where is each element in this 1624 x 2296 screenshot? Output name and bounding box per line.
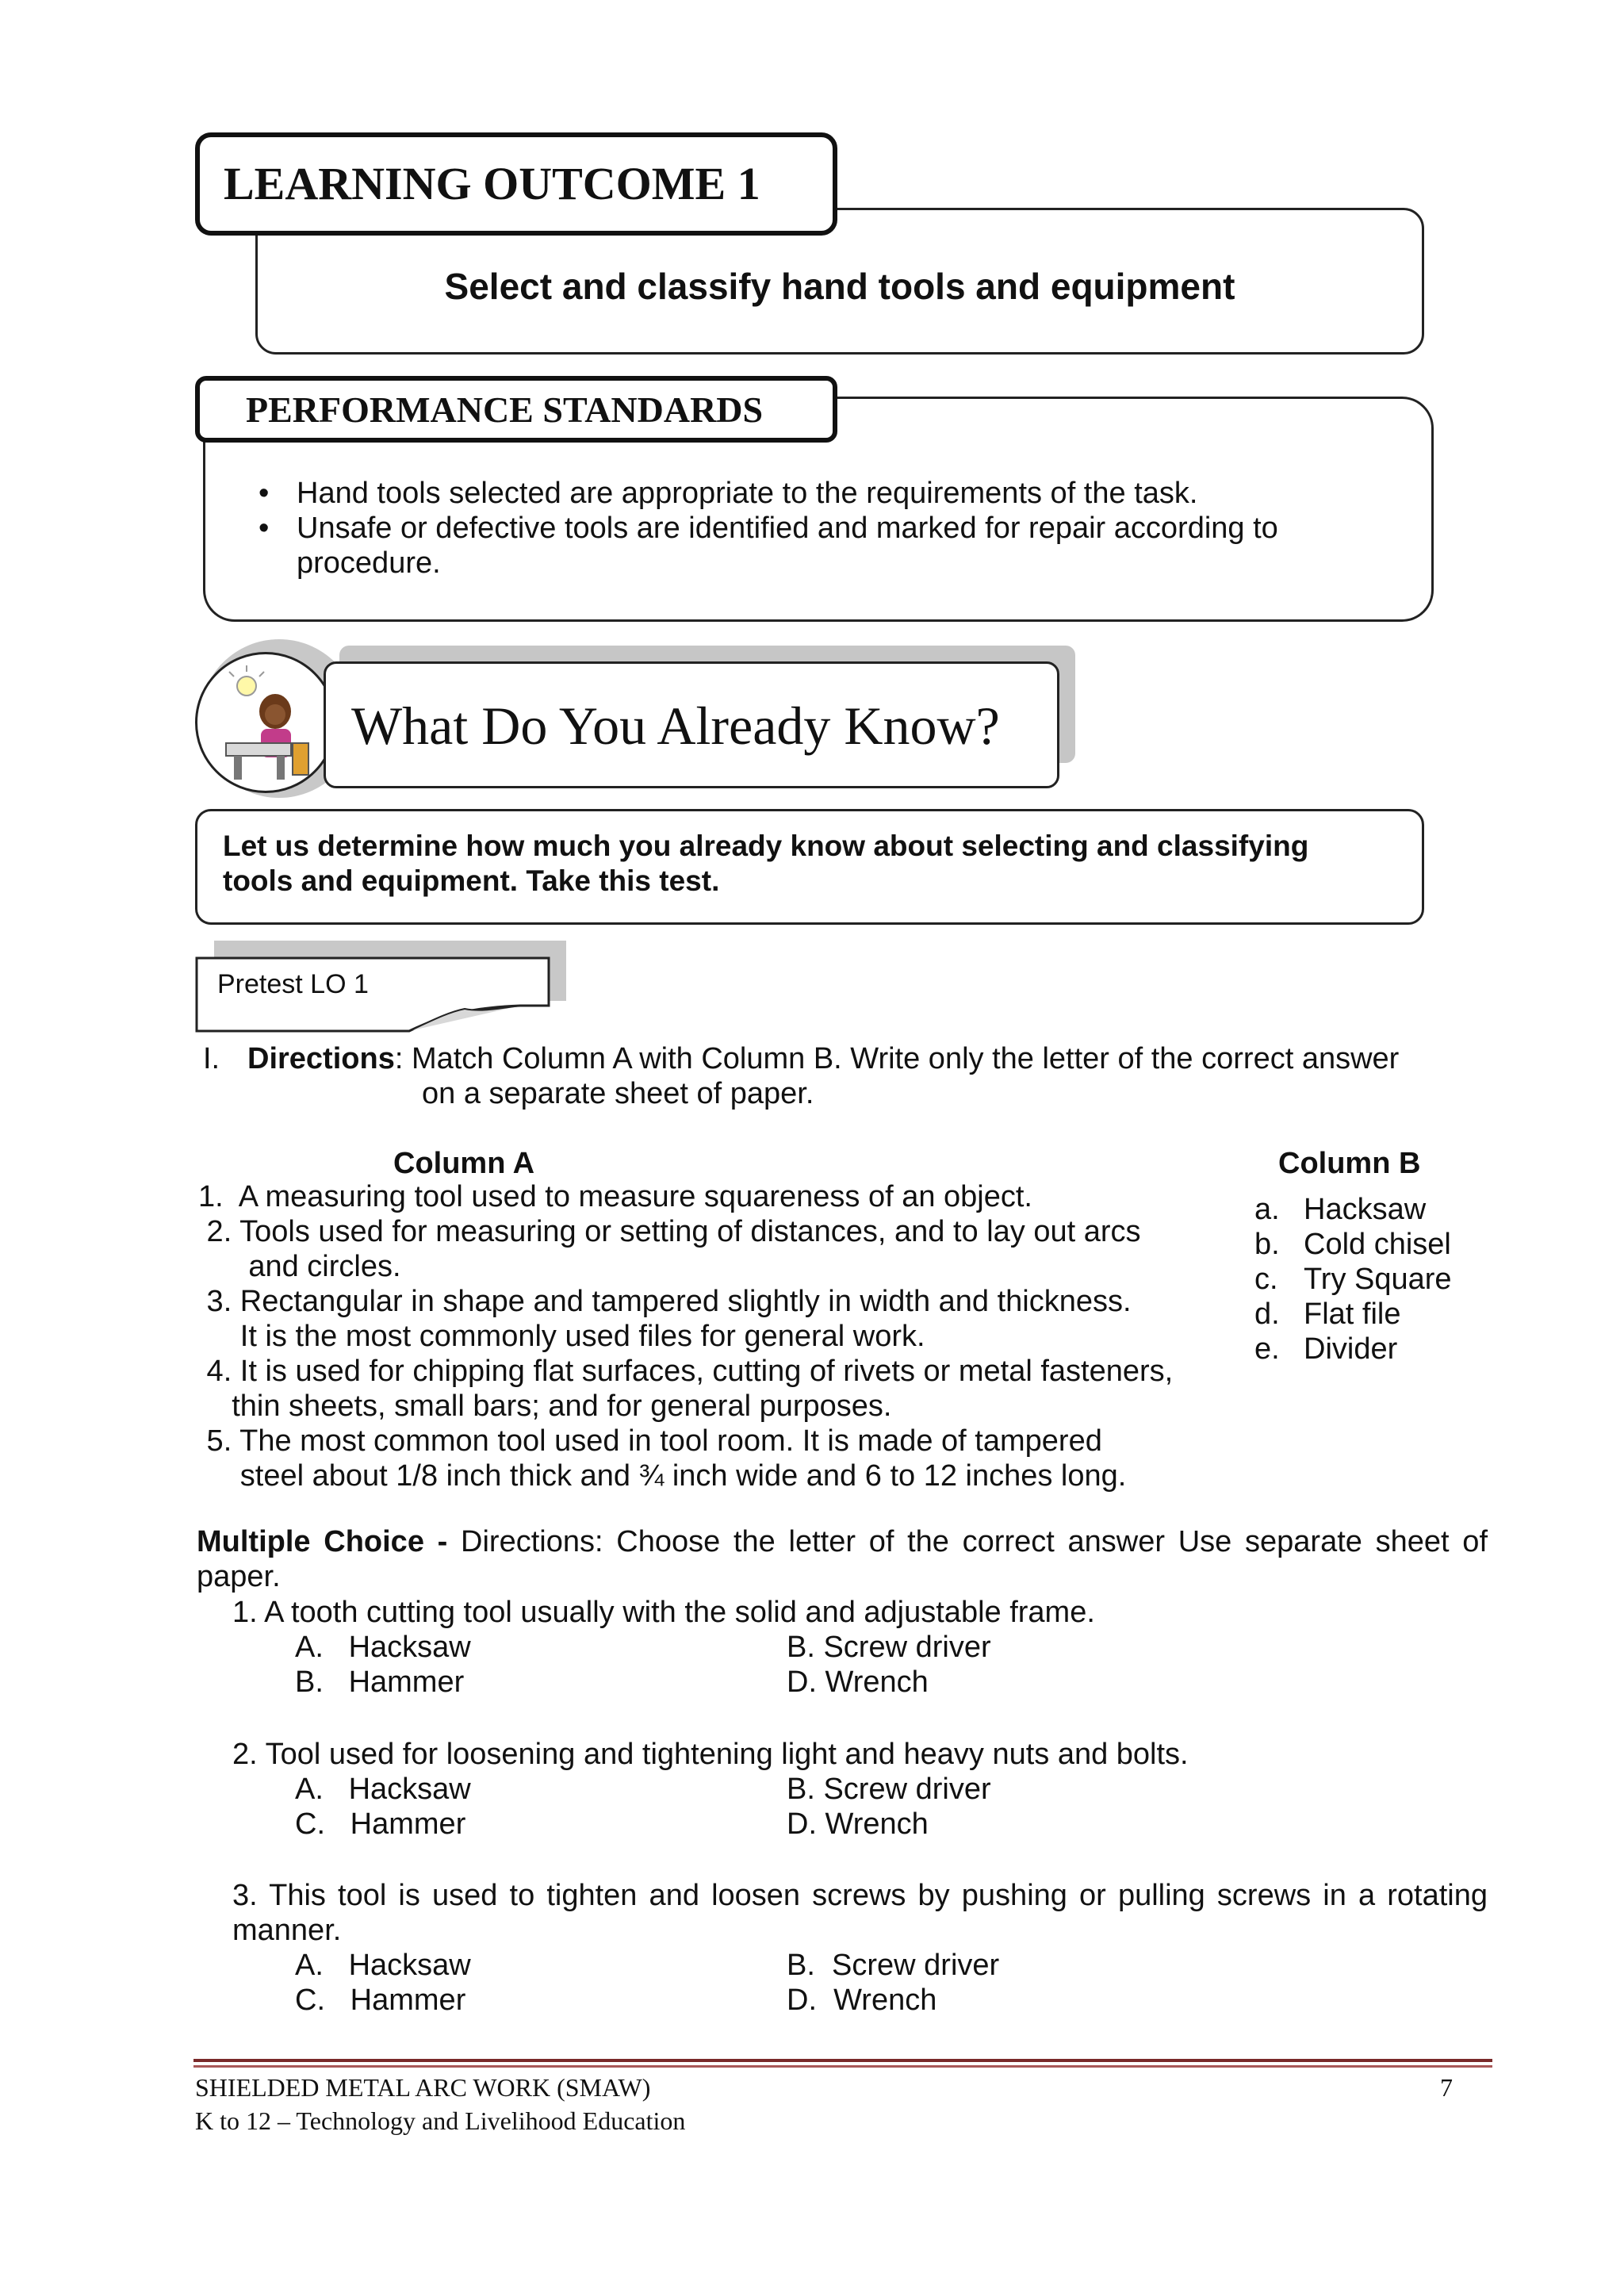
multiple-choice-directions: Multiple Choice - Directions: Choose the letter of the correct answer Use separate sheet of	[197, 1525, 1488, 1558]
column-a-header: Column A	[393, 1147, 535, 1180]
column-a-line: 5. The most common tool used in tool room. It is made of tampered	[198, 1424, 1102, 1458]
directions-number: I.	[203, 1042, 220, 1075]
q3-option: D. Wrench	[787, 1984, 937, 2017]
footer-course-title: SHIELDED METAL ARC WORK (SMAW)	[195, 2073, 651, 2102]
footer-rule	[193, 2059, 1492, 2062]
column-a-line: and circles.	[198, 1250, 401, 1283]
question-3: 3. This tool is used to tighten and loosen screws by pushing or pulling screws in a rotating	[232, 1879, 1488, 1912]
learning-outcome-title: LEARNING OUTCOME 1	[195, 132, 837, 236]
pretest-tab-label: Pretest LO 1	[217, 969, 369, 999]
section-heading: What Do You Already Know?	[324, 661, 1059, 788]
q1-option: A. Hacksaw	[295, 1631, 471, 1664]
multiple-choice-label: Multiple Choice -	[197, 1525, 448, 1558]
q1-option: D. Wrench	[787, 1665, 929, 1699]
directions-line: I. Directions: Match Column A with Column B. Write only the letter of the correct answer	[203, 1042, 1400, 1075]
column-b-item: c. Try Square	[1254, 1263, 1452, 1296]
footer-program: K to 12 – Technology and Livelihood Education	[195, 2106, 686, 2135]
footer-rule	[193, 2065, 1492, 2068]
question-1: 1. A tooth cutting tool usually with the solid and adjustable frame.	[232, 1596, 1095, 1629]
question-3-cont: manner.	[232, 1914, 342, 1947]
question-2: 2. Tool used for loosening and tightening light and heavy nuts and bolts.	[232, 1738, 1189, 1771]
q3-option: C. Hammer	[295, 1984, 466, 2017]
column-a-line: 3. Rectangular in shape and tampered slightly in width and thickness.	[198, 1285, 1132, 1318]
q1-option: B. Hammer	[295, 1665, 465, 1699]
column-a-line: It is the most commonly used files for general work.	[198, 1320, 925, 1353]
performance-standards-title: PERFORMANCE STANDARDS	[195, 376, 837, 443]
q3-option: B. Screw driver	[787, 1949, 1000, 1982]
q3-option: A. Hacksaw	[295, 1949, 471, 1982]
q2-option: B. Screw driver	[787, 1773, 991, 1806]
column-a-line: 2. Tools used for measuring or setting of distances, and to lay out arcs	[198, 1215, 1141, 1248]
student-desk-icon	[195, 652, 336, 793]
column-b-header: Column B	[1278, 1147, 1421, 1180]
performance-standard-item: • Unsafe or defective tools are identified and marked for repair according to procedure.	[254, 511, 1380, 581]
intro-box	[195, 809, 1424, 925]
q1-option: B. Screw driver	[787, 1631, 991, 1664]
intro-line: Let us determine how much you already know about selecting and classifying	[223, 830, 1309, 862]
learning-outcome-subtitle: Select and classify hand tools and equipment	[444, 266, 1235, 307]
column-a-line: thin sheets, small bars; and for general purposes.	[198, 1389, 892, 1423]
column-b-item: b. Cold chisel	[1254, 1228, 1451, 1261]
column-a-line: steel about 1/8 inch thick and ¾ inch wide and 6 to 12 inches long.	[198, 1459, 1127, 1493]
q2-option: C. Hammer	[295, 1807, 466, 1841]
performance-standard-item: • Hand tools selected are appropriate to the requirements of the task.	[254, 476, 1380, 511]
column-b-item: e. Divider	[1254, 1332, 1398, 1366]
multiple-choice-directions-cont: paper.	[197, 1560, 281, 1593]
column-a-line: 4. It is used for chipping flat surfaces, cutting of rivets or metal fasteners,	[198, 1355, 1174, 1388]
q2-option: A. Hacksaw	[295, 1773, 471, 1806]
column-b-item: d. Flat file	[1254, 1297, 1401, 1331]
directions-label: Directions	[247, 1042, 395, 1075]
directions-line: on a separate sheet of paper.	[422, 1077, 814, 1110]
q2-option: D. Wrench	[787, 1807, 929, 1841]
column-a-line: 1. A measuring tool used to measure squareness of an object.	[198, 1180, 1032, 1213]
intro-line: tools and equipment. Take this test.	[223, 864, 720, 897]
performance-standards-list	[254, 476, 1380, 581]
column-b-item: a. Hacksaw	[1254, 1193, 1427, 1226]
page-number: 7	[1440, 2073, 1453, 2102]
